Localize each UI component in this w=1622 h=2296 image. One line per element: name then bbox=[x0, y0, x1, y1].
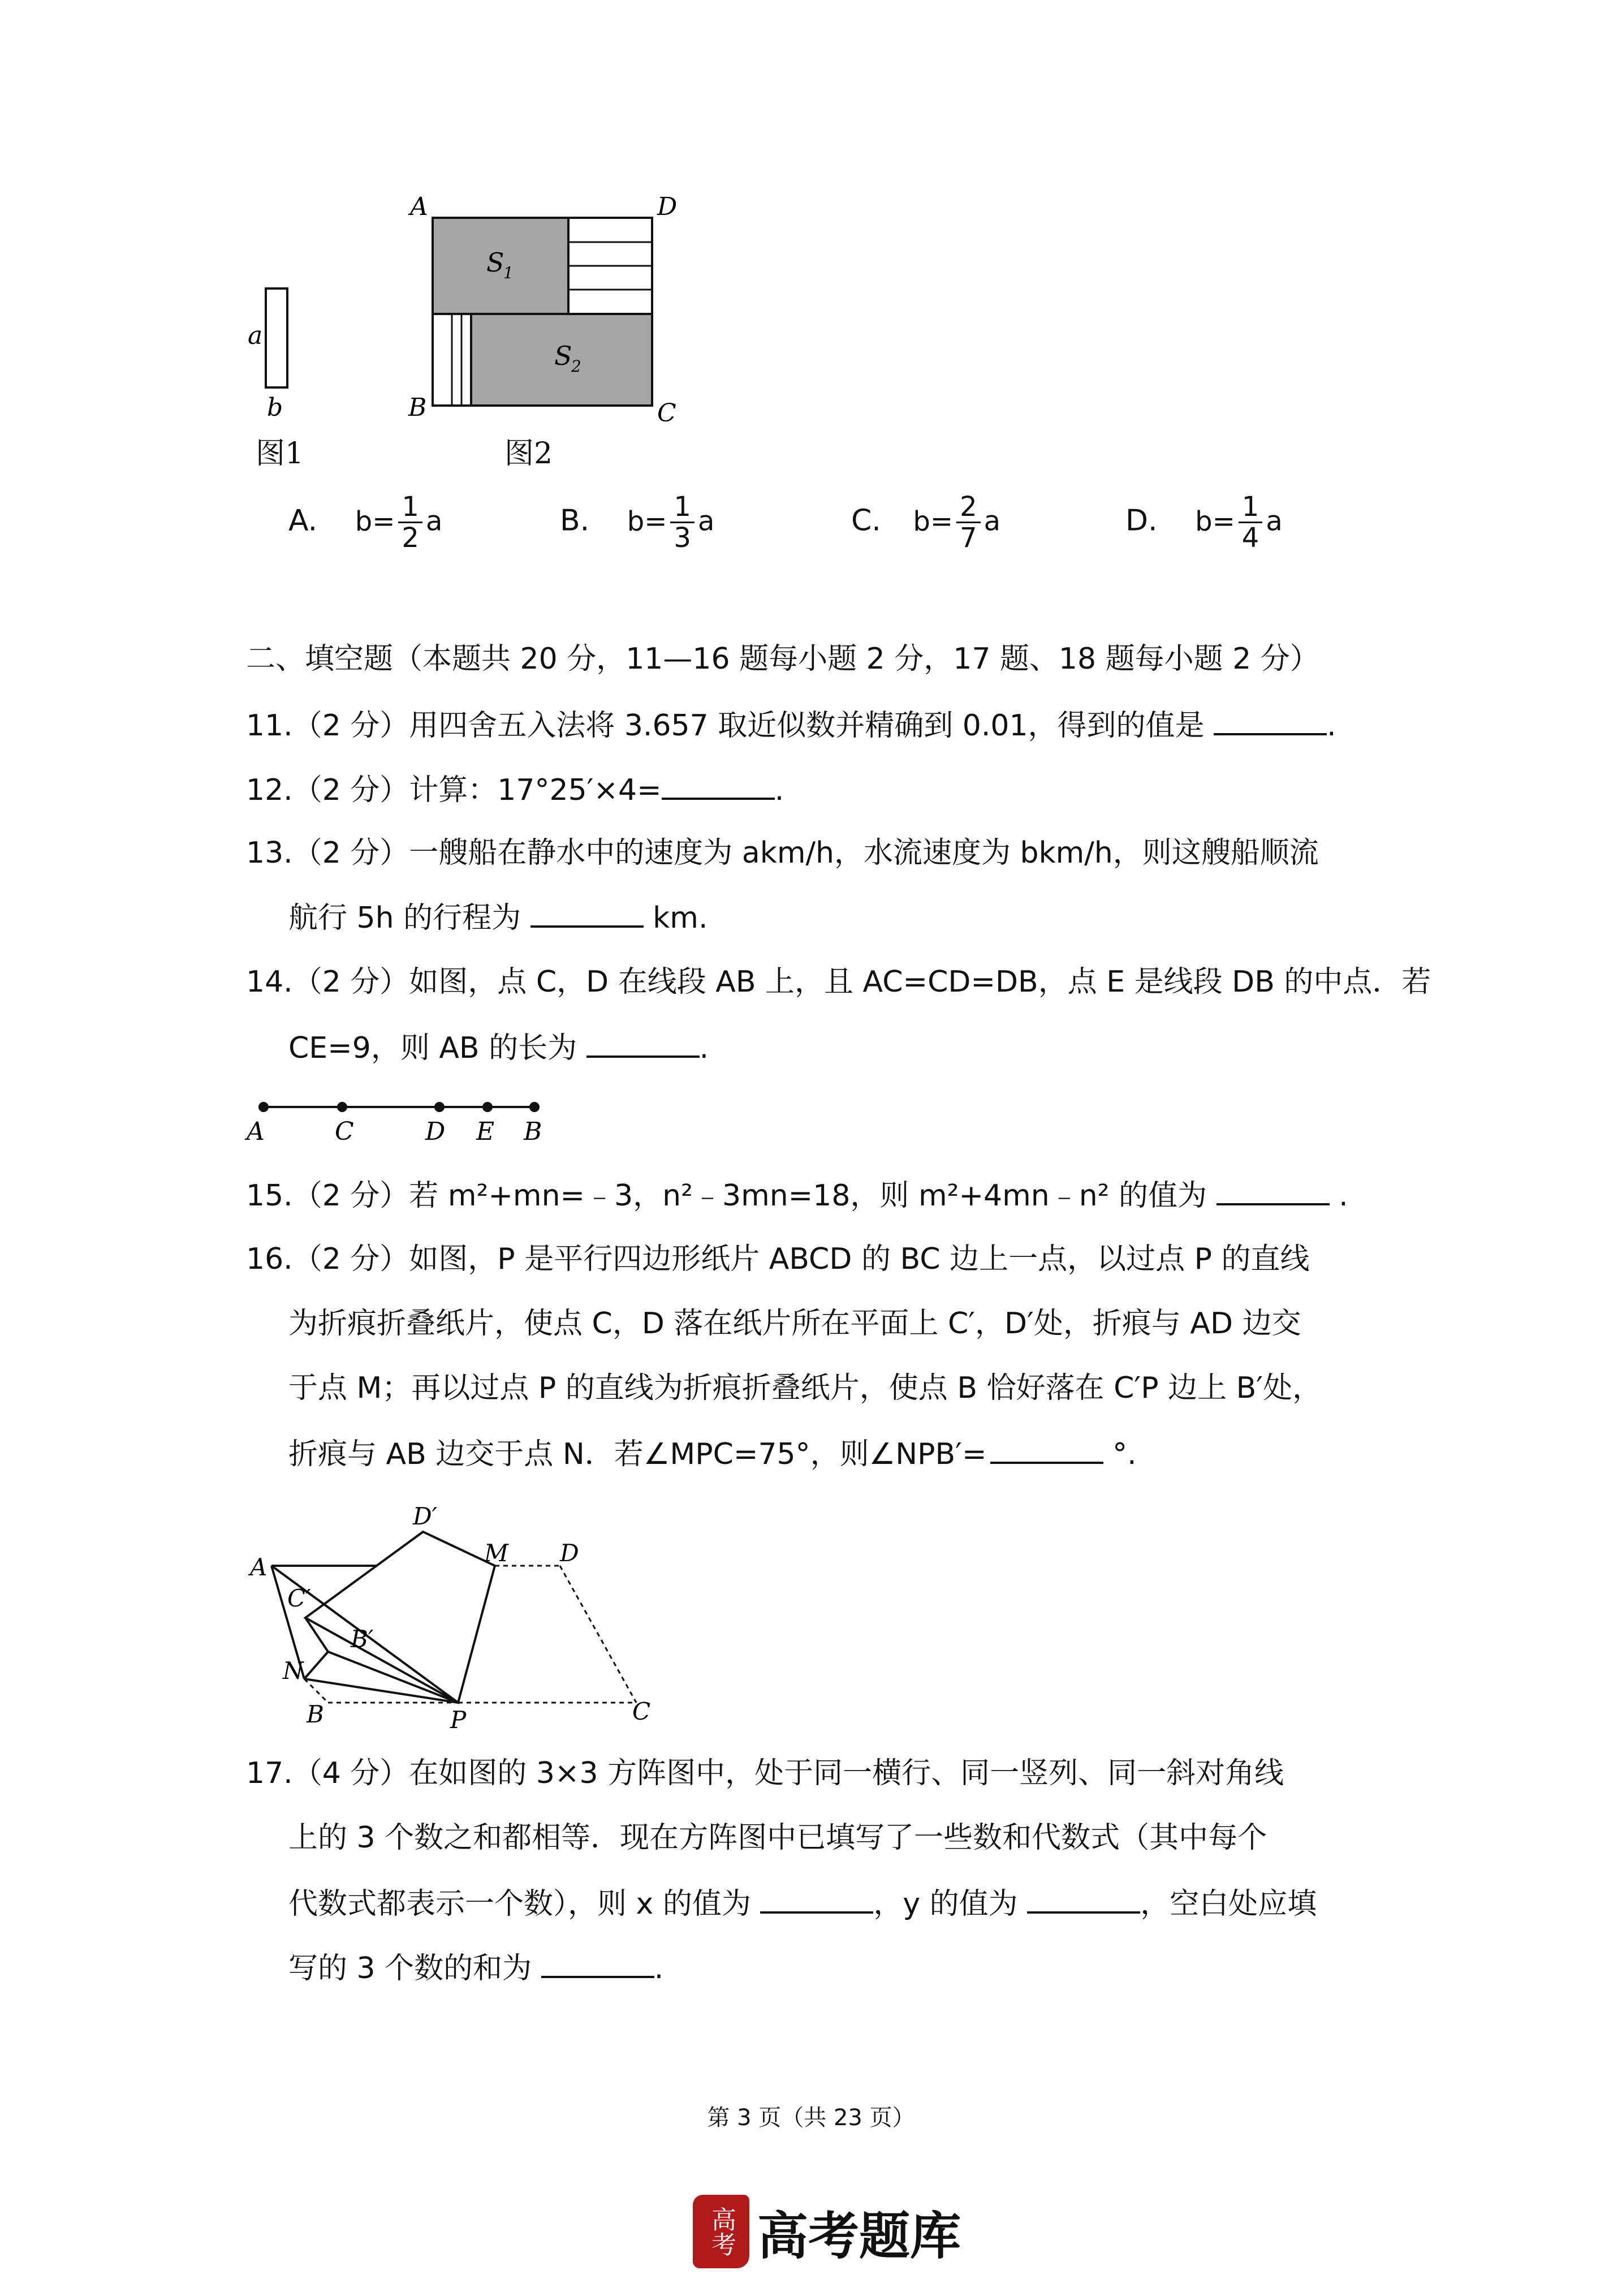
logo-text: 高考题库 bbox=[757, 2206, 961, 2266]
q14-segment-figure bbox=[243, 1095, 560, 1162]
label-A: A bbox=[250, 1553, 268, 1581]
figure-rectangles bbox=[238, 192, 701, 486]
question-17-line1: 17.（4 分）在如图的 3×3 方阵图中，处于同一横行、同一竖列、同一斜对角线 bbox=[246, 1756, 1284, 1790]
figure2-caption: 图2 bbox=[504, 437, 553, 471]
s2-subscript: 2 bbox=[571, 357, 581, 376]
option-c: C. b= $\frac{2}{7}$ a bbox=[851, 491, 1001, 554]
section-heading: 二、填空题（本题共 20 分，11—16 题每小题 2 分，17 题、18 题每小题 2 分） bbox=[246, 642, 1319, 676]
q14-answer-blank[interactable] bbox=[586, 1029, 700, 1058]
q16-parallelogram-figure bbox=[243, 1499, 673, 1742]
question-16-line3: 于点 M；再以过点 P 的直线为折痕折叠纸片，使点 B 恰好落在 C′P 边上 B′处， bbox=[288, 1371, 1322, 1405]
logo-seal: 高考 bbox=[693, 2195, 749, 2268]
q13-answer-blank[interactable] bbox=[530, 899, 644, 928]
q12-answer-blank[interactable] bbox=[662, 772, 775, 800]
label-D: D bbox=[425, 1117, 446, 1146]
figure2-label-B: B bbox=[408, 393, 427, 422]
point-B bbox=[529, 1102, 540, 1112]
figure1-caption: 图1 bbox=[256, 437, 304, 471]
option-b-fraction: $\frac{1}{3}$ bbox=[670, 492, 694, 553]
q17-y-blank[interactable] bbox=[1027, 1885, 1140, 1914]
option-b: B. b= $\frac{1}{3}$ a bbox=[560, 491, 715, 554]
label-B: B bbox=[524, 1117, 542, 1146]
label-A: A bbox=[247, 1117, 265, 1146]
figure1-rect bbox=[266, 288, 287, 387]
label-D: D bbox=[560, 1539, 579, 1567]
question-17-line4: 写的 3 个数的和为 . bbox=[288, 1950, 663, 1985]
label-N: N bbox=[283, 1657, 304, 1685]
label-C-prime: C′ bbox=[287, 1584, 311, 1612]
figure2-label-A: A bbox=[410, 192, 428, 221]
point-D bbox=[434, 1102, 445, 1112]
logo bbox=[693, 2195, 961, 2268]
q17-sum-blank[interactable] bbox=[541, 1950, 654, 1978]
q17-x-blank[interactable] bbox=[760, 1885, 873, 1914]
figure1-label-b: b bbox=[267, 393, 283, 422]
question-13-line2: 航行 5h 的行程为 km. bbox=[288, 899, 708, 935]
s1-label: S bbox=[486, 247, 504, 278]
question-14-line2: CE=9，则 AB 的长为 . bbox=[288, 1029, 709, 1065]
question-16-line2: 为折痕折叠纸片，使点 C，D 落在纸片所在平面上 C′，D′处，折痕与 AD 边交 bbox=[288, 1307, 1301, 1341]
page-footer: 第 3 页（共 23 页） bbox=[707, 2105, 915, 2131]
figure2-label-D: D bbox=[657, 192, 678, 221]
question-17-line3: 代数式都表示一个数），则 x 的值为 ，y 的值为 ，空白处应填 bbox=[288, 1885, 1317, 1921]
question-12: 12.（2 分）计算：17°25′×4= . bbox=[246, 772, 784, 807]
question-17-line2: 上的 3 个数之和都相等．现在方阵图中已填写了一些数和代数式（其中每个 bbox=[288, 1821, 1267, 1855]
figure1-label-a: a bbox=[248, 321, 263, 350]
label-E: E bbox=[476, 1117, 495, 1146]
question-16-line1: 16.（2 分）如图，P 是平行四边形纸片 ABCD 的 BC 边上一点，以过点 P 的直线 bbox=[246, 1242, 1310, 1276]
label-B: B bbox=[307, 1700, 324, 1728]
option-c-fraction: $\frac{2}{7}$ bbox=[956, 492, 981, 553]
question-14-line1: 14.（2 分）如图，点 C，D 在线段 AB 上，且 AC=CD=DB，点 E 是线段 DB 的中点．若 bbox=[246, 965, 1431, 999]
figure2-label-C: C bbox=[657, 399, 676, 428]
s1-subscript: 1 bbox=[503, 264, 514, 282]
question-15: 15.（2 分）若 m²+mn=﹣3，n²﹣3mn=18，则 m²+4mn﹣n² 的值为 . bbox=[246, 1177, 1348, 1213]
question-16-line4: 折痕与 AB 边交于点 N．若∠MPC=75°，则∠NPB′= °. bbox=[288, 1436, 1137, 1471]
label-B-prime: B′ bbox=[351, 1625, 374, 1653]
point-C bbox=[337, 1102, 347, 1112]
label-C: C bbox=[632, 1698, 651, 1725]
question-11: 11.（2 分）用四舍五入法将 3.657 取近似数并精确到 0.01，得到的值是 . bbox=[246, 707, 1336, 743]
s2-label: S bbox=[554, 341, 572, 371]
option-d: D. b= $\frac{1}{4}$ a bbox=[1125, 491, 1283, 554]
label-M: M bbox=[484, 1539, 509, 1567]
q15-answer-blank[interactable] bbox=[1216, 1177, 1330, 1205]
label-P: P bbox=[450, 1706, 467, 1734]
q16-answer-blank[interactable] bbox=[990, 1436, 1103, 1464]
point-A bbox=[258, 1102, 269, 1112]
point-E bbox=[482, 1102, 493, 1112]
q11-answer-blank[interactable] bbox=[1214, 707, 1327, 735]
label-D-prime: D′ bbox=[413, 1502, 438, 1530]
question-13-line1: 13.（2 分）一艘船在静水中的速度为 akm/h，水流速度为 bkm/h，则这艘船顺流 bbox=[246, 836, 1319, 870]
label-C: C bbox=[335, 1117, 354, 1146]
option-a-fraction: $\frac{1}{2}$ bbox=[398, 492, 422, 553]
option-d-fraction: $\frac{1}{4}$ bbox=[1239, 492, 1263, 553]
option-a: A. b= $\frac{1}{2}$ a bbox=[288, 491, 443, 554]
